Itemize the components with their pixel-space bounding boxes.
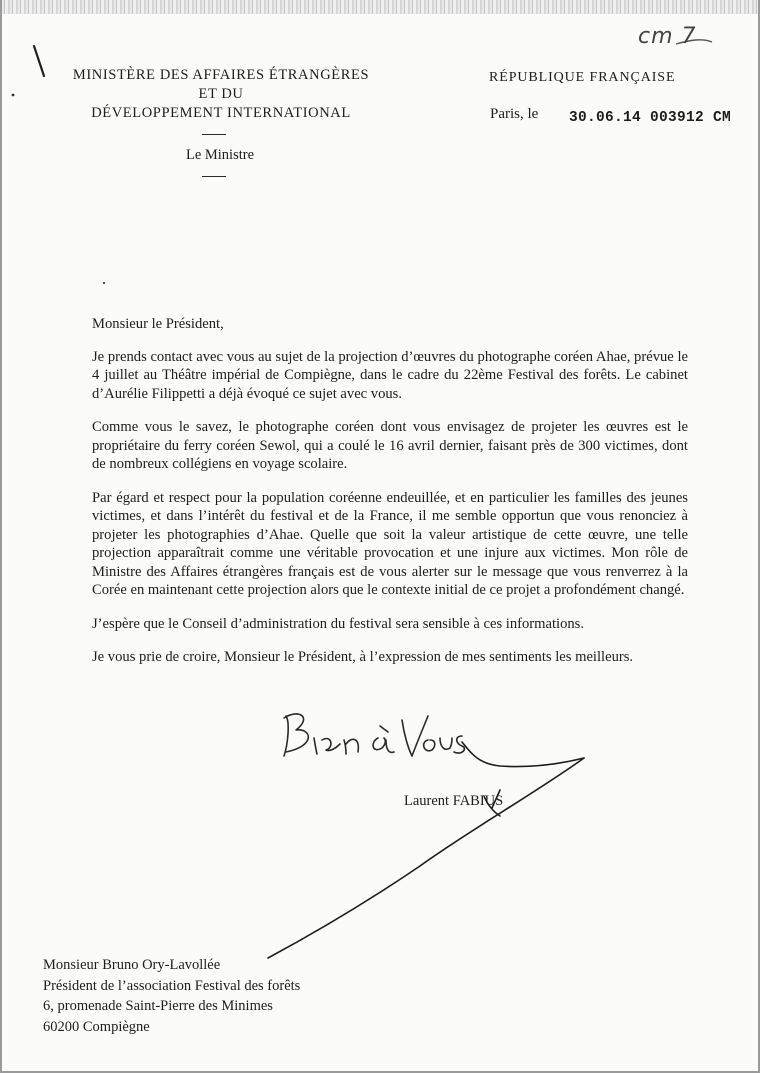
paragraph: Par égard et respect pour la population coréenne endeuillée, et en particulier les familles des jeunes victimes, et dans l’intérêt du festival et de la France, il me semble opportun que vous renonciez à projeter les photographies d’Ahae. Quelle que soit la valeur artistique de cette œuvre, une telle projection apparaîtrait comme une véritable provocation et une injure aux victimes. Mon rôle de Ministre des Affaires étrangères français est de vous alerter sur le message que vous renverrez à la Corée en maintenant cette projection alors que le contexte initial de ce projet a profondément changé.: [92, 489, 688, 598]
republic-heading: RÉPUBLIQUE FRANÇAISE: [489, 70, 676, 85]
ministry-line-3: DÉVELOPPEMENT INTERNATIONAL: [91, 105, 351, 121]
signature-stroke: [268, 742, 584, 958]
ministry-letterhead: [40, 66, 402, 123]
ministry-line-1: MINISTÈRE DES AFFAIRES ÉTRANGÈRES: [72, 67, 370, 83]
paragraph: J’espère que le Conseil d’administration du festival sera sensible à ces informations.: [92, 615, 584, 632]
ministry-line-2: ET DU: [198, 86, 244, 102]
closing-formula: Je vous prie de croire, Monsieur le Président, à l’expression de mes sentiments les meilleurs.: [92, 649, 634, 665]
signer-name: Laurent FABIUS: [404, 793, 504, 809]
date-reference-stamp: 30.06.14 003912 CM: [569, 110, 732, 126]
place-date-label: Paris, le: [490, 106, 539, 122]
pen-dot: [12, 94, 15, 97]
letterhead-divider: [202, 134, 226, 135]
recipient-city: 60200 Compiègne: [43, 1018, 150, 1035]
paragraph: Je prends contact avec vous au sujet de la projection d’œuvres du photographe coréen Ahae, prévue le 4 juillet au Théâtre impérial de Compiègne, dans le cadre du 22ème Festival des forêts. Le cabinet d’Aurélie Filippetti a déjà évoqué ce sujet avec vous.: [92, 348, 688, 402]
handwritten-closing-picture: [284, 714, 464, 756]
letter-body: [92, 315, 688, 667]
salutation: Monsieur le Président,: [92, 316, 224, 332]
recipient-address: [43, 955, 300, 1037]
letterhead-divider: [202, 176, 226, 177]
pen-dot: [103, 282, 105, 284]
handwritten-reference-mark: cm 7: [638, 24, 697, 49]
paragraph: Comme vous le savez, le photographe coréen dont vous envisagez de projeter les œuvres est le propriétaire du ferry coréen Sewol, qui a coulé le 16 avril dernier, faisant près de 300 victimes, dont de nombreux collégiens en voyage scolaire.: [92, 419, 688, 472]
minister-title: Le Ministre: [185, 147, 255, 163]
recipient-name: Monsieur Bruno Ory-Lavollée: [43, 957, 221, 973]
recipient-title: Président de l’association Festival des forêts: [43, 977, 301, 994]
recipient-street: 6, promenade Saint-Pierre des Minimes: [43, 998, 273, 1014]
